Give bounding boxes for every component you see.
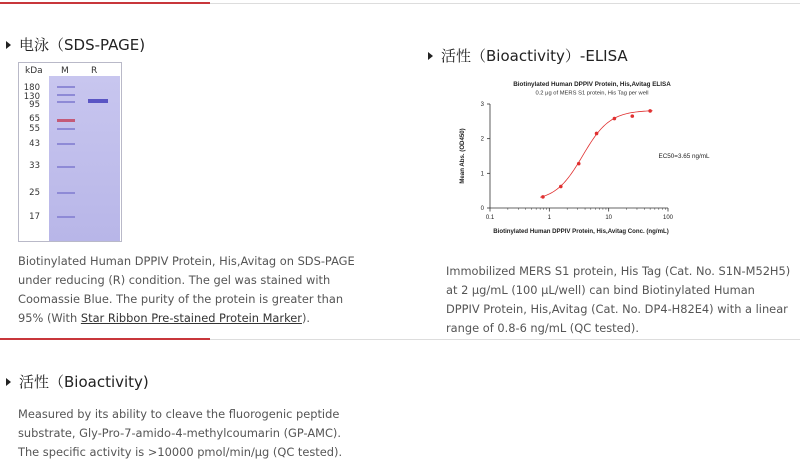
kda-marker: 43 <box>29 139 40 149</box>
kda-marker: 25 <box>29 188 40 198</box>
marker-band <box>57 119 75 122</box>
gel-lanes <box>49 76 120 241</box>
fit-curve <box>540 111 652 198</box>
marker-band <box>57 86 75 88</box>
kda-label: kDa <box>25 66 43 76</box>
top-accent-line <box>0 2 210 4</box>
kda-marker: 180 <box>23 83 40 93</box>
marker-band <box>57 166 75 168</box>
protein-marker-link[interactable]: Star Ribbon Pre-stained Protein Marker <box>80 311 302 325</box>
bullet-triangle-icon <box>6 378 11 386</box>
sds-section-title <box>6 34 145 55</box>
kda-marker: 130 <box>23 92 40 102</box>
kda-marker: 95 <box>29 100 40 110</box>
lane-m-label: M <box>61 66 69 76</box>
bioactivity-title-text: 活性（Bioactivity) <box>19 373 149 391</box>
ec50-annotation: EC50=3.65 ng/mL <box>658 153 710 160</box>
y-tick-label: 2 <box>480 136 484 143</box>
x-axis-label: Biotinylated Human DPPIV Protein, His,Avitag Conc. (ng/mL) <box>493 228 669 235</box>
marker-band <box>57 192 75 194</box>
elisa-description: Immobilized MERS S1 protein, His Tag (Cat. No. S1N-M52H5) at 2 μg/mL (100 μL/well) can bind Biotinylated Human DPPIV Protein, His,Avitag (Cat. No. DP4-H82E4) with a linear range of 0.8-6 ng/mL (QC tested). <box>446 264 791 335</box>
marker-band <box>57 216 75 218</box>
marker-band <box>57 94 75 96</box>
elisa-title-text: 活性（Bioactivity）-ELISA <box>441 47 628 65</box>
y-axis-label: Mean Abs. (OD450) <box>459 128 466 184</box>
x-tick-label: 100 <box>662 215 674 221</box>
sds-gel-image <box>18 62 122 242</box>
elisa-chart <box>444 70 744 240</box>
x-tick-label: 1 <box>547 215 552 221</box>
data-point <box>541 195 545 199</box>
bullet-triangle-icon <box>6 41 11 49</box>
data-point <box>630 114 634 118</box>
chart-title: Biotinylated Human DPPIV Protein, His,Avitag ELISA <box>513 81 671 88</box>
x-tick-label: 10 <box>605 215 613 221</box>
data-point <box>613 117 617 121</box>
data-point <box>595 132 599 136</box>
sds-description: Biotinylated Human DPPIV Protein, His,Avitag on SDS-PAGE under reducing (R) condition. The gel was stained with Coomassie Blue. The purity of the protein is greater than 95% (With Star Ribbon Pre-stained Protein Marker). <box>18 254 355 325</box>
y-tick-label: 3 <box>480 102 484 108</box>
y-tick-label: 0 <box>480 206 484 212</box>
kda-marker: 17 <box>29 212 40 222</box>
chart-subtitle: 0.2 μg of MERS S1 protein, His Tag per well <box>535 90 649 97</box>
x-tick-label: 0.1 <box>485 215 495 221</box>
protein-band <box>88 99 108 103</box>
kda-marker: 33 <box>29 161 40 171</box>
marker-band <box>57 101 75 103</box>
sds-title-text: 电泳（SDS-PAGE) <box>19 36 146 54</box>
lane-r-label: R <box>91 66 98 76</box>
plot-area <box>481 102 674 221</box>
bioactivity-section-title <box>6 371 149 392</box>
data-point <box>577 162 581 166</box>
elisa-section-title <box>428 45 628 66</box>
marker-band <box>57 128 75 130</box>
middle-accent-line <box>0 338 210 340</box>
kda-marker: 55 <box>29 124 40 134</box>
bullet-triangle-icon <box>428 52 433 60</box>
data-point <box>648 109 652 113</box>
data-point <box>559 185 563 189</box>
kda-marker: 65 <box>29 114 40 124</box>
y-tick-label: 1 <box>480 171 484 178</box>
bioactivity-description: Measured by its ability to cleave the fluorogenic peptide substrate, Gly-Pro-7-amido-4-methylcoumarin (GP-AMC). The specific activity is >10000 pmol/min/μg (QC tested). <box>18 407 343 459</box>
marker-band <box>57 143 75 145</box>
